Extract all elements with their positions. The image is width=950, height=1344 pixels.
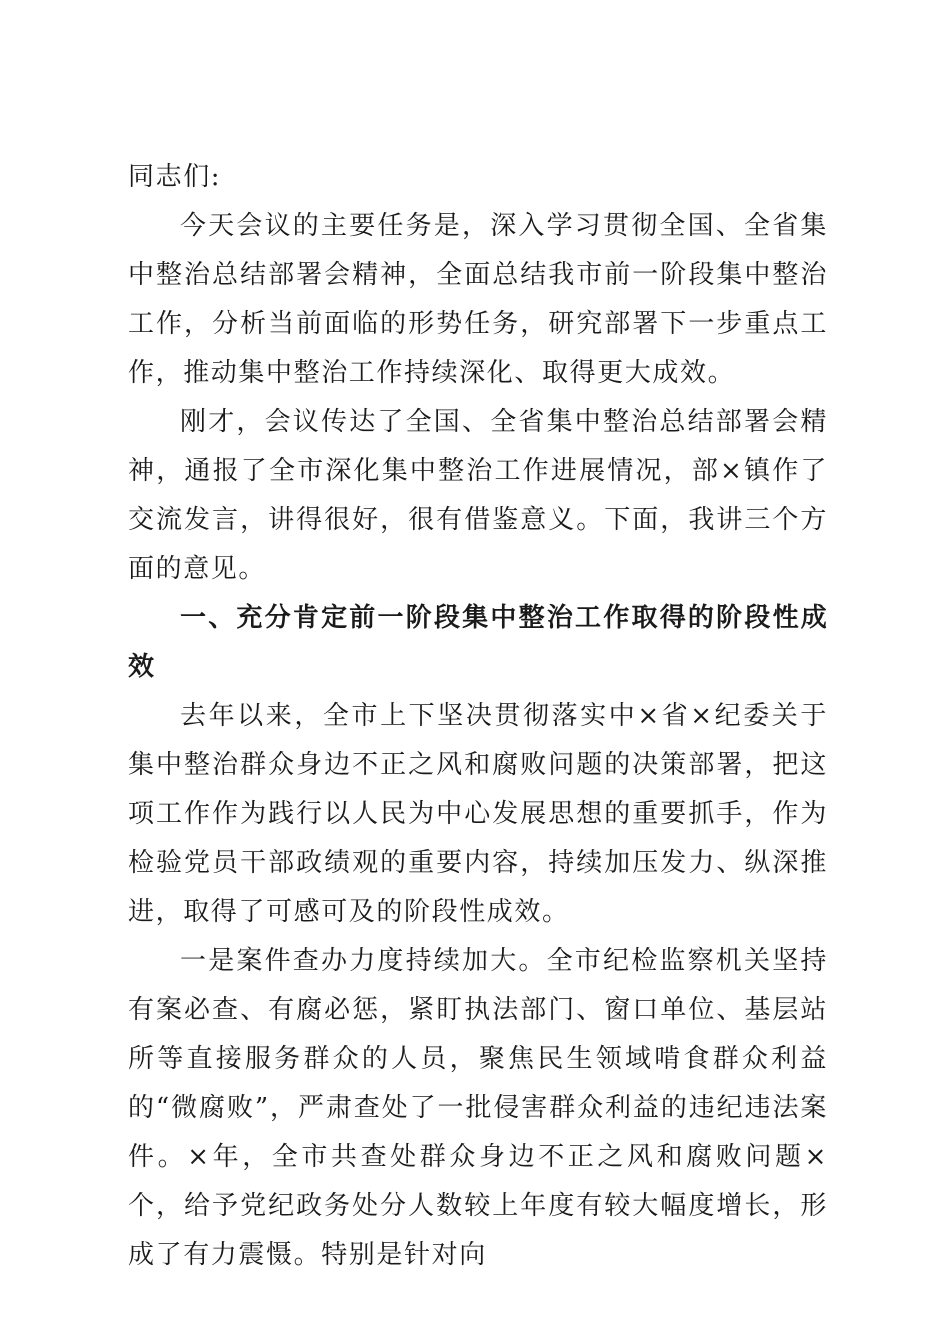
paragraph-meeting-tasks: 今天会议的主要任务是，深入学习贯彻全国、全省集中整治总结部署会精神，全面总结我市前一阶段集中整治工作，分析当前面临的形势任务，研究部署下一步重点工作，推动集中整治工作持续深化、取得更大成效。 bbox=[128, 211, 828, 388]
document-body bbox=[128, 153, 828, 1280]
section-heading-1: 一、充分肯定前一阶段集中整治工作取得的阶段性成效 bbox=[128, 603, 828, 682]
paragraph-case-handling: 一是案件查办力度持续加大。全市纪检监察机关坚持有案必查、有腐必惩，紧盯执法部门、窗口单位、基层站所等直接服务群众的人员，聚焦民生领域啃食群众利益的“微腐败”，严肃查处了一批侵害群众利益的违纪违法案件。×年，全市共查处群众身边不正之风和腐败问题×个，给予党纪政务处分人数较上年度有较大幅度增长，形成了有力震慑。特别是针对向 bbox=[128, 946, 828, 1270]
paragraph-meeting-review: 刚才，会议传达了全国、全省集中整治总结部署会精神，通报了全市深化集中整治工作进展情况，部×镇作了交流发言，讲得很好，很有借鉴意义。下面，我讲三个方面的意见。 bbox=[128, 407, 828, 584]
salutation: 同志们: bbox=[128, 162, 222, 192]
paragraph-section-intro: 去年以来，全市上下坚决贯彻落实中×省×纪委关于集中整治群众身边不正之风和腐败问题的决策部署，把这项工作作为践行以人民为中心发展思想的重要抓手，作为检验党员干部政绩观的重要内容，持续加压发力、纵深推进，取得了可感可及的阶段性成效。 bbox=[128, 701, 828, 927]
